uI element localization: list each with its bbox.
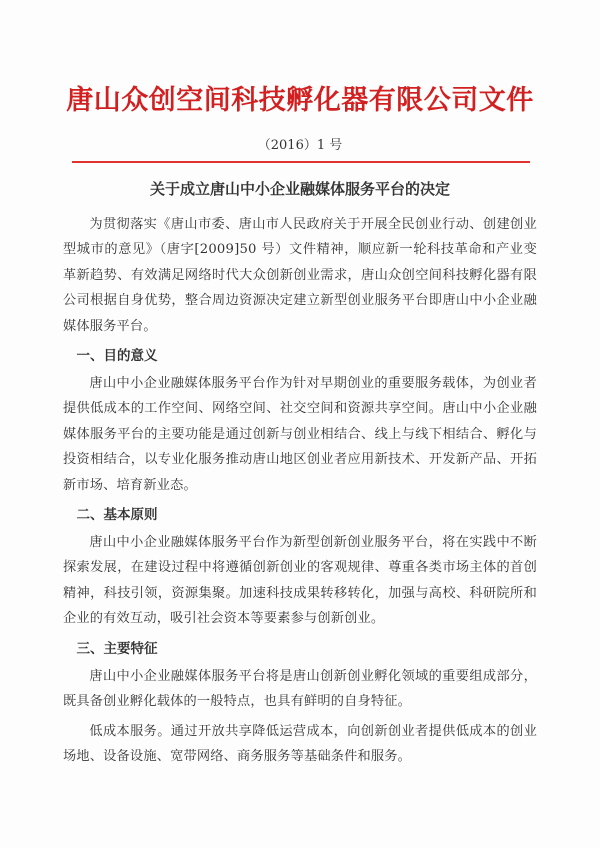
section-paragraph: 唐山中小企业融媒体服务平台作为针对早期创业的重要服务载体，为创业者提供低成本的工作空间、网络空间、社交空间和资源共享空间。唐山中小企业融媒体服务平台的主要功能是通过创新与创业相结合、线上与线下相结合、孵化与投资相结合，以专业化服务推动唐山地区创业者应用新技术、开发新产品、开拓新市场、培育新业态。 [63,376,537,493]
document-subject: 关于成立唐山中小企业融媒体服务平台的决定 [149,180,450,198]
section-heading-principles: 二、基本原则 [76,507,158,524]
document-number: （2016）1 号 [257,138,343,153]
section-heading-features: 三、主要特征 [76,640,158,657]
red-divider-line [72,161,530,163]
section-paragraph: 低成本服务。通过开放共享降低运营成本，向创新创业者提供低成本的创业场地、设备设施、宽带网络、商务服务等基础条件和服务。 [63,723,537,764]
intro-paragraph: 为贯彻落实《唐山市委、唐山市人民政府关于开展全民创业行动、创建创业型城市的意见》（唐字[2009]50 号）文件精神，顺应新一轮科技革命和产业变革新趋势、有效满足网络时代大众创新创业需求，唐山众创空间科技孵化器有限公司根据自身优势，整合周边资源决定建立新型创业服务平台即唐山中小企业融媒体服务平台。 [63,217,537,334]
section-heading-purpose: 一、目的意义 [76,348,158,365]
section-paragraph: 唐山中小企业融媒体服务平台将是唐山创新创业孵化领域的重要组成部分，既具备创业孵化载体的一般特点，也具有鲜明的自身特征。 [63,668,537,710]
document-body [63,212,537,773]
section-paragraph: 唐山中小企业融媒体服务平台作为新型创新创业服务平台，将在实践中不断探索发展，在建设过程中将遵循创新创业的客观规律、尊重各类市场主体的首创精神，科技引领，资源集聚。加速科技成果转移转化，加强与高校、科研院所和企业的有效互动，吸引社会资本等要素参与创新创业。 [63,535,537,627]
org-title: 唐山众创空间科技孵化器有限公司文件 [66,85,534,116]
